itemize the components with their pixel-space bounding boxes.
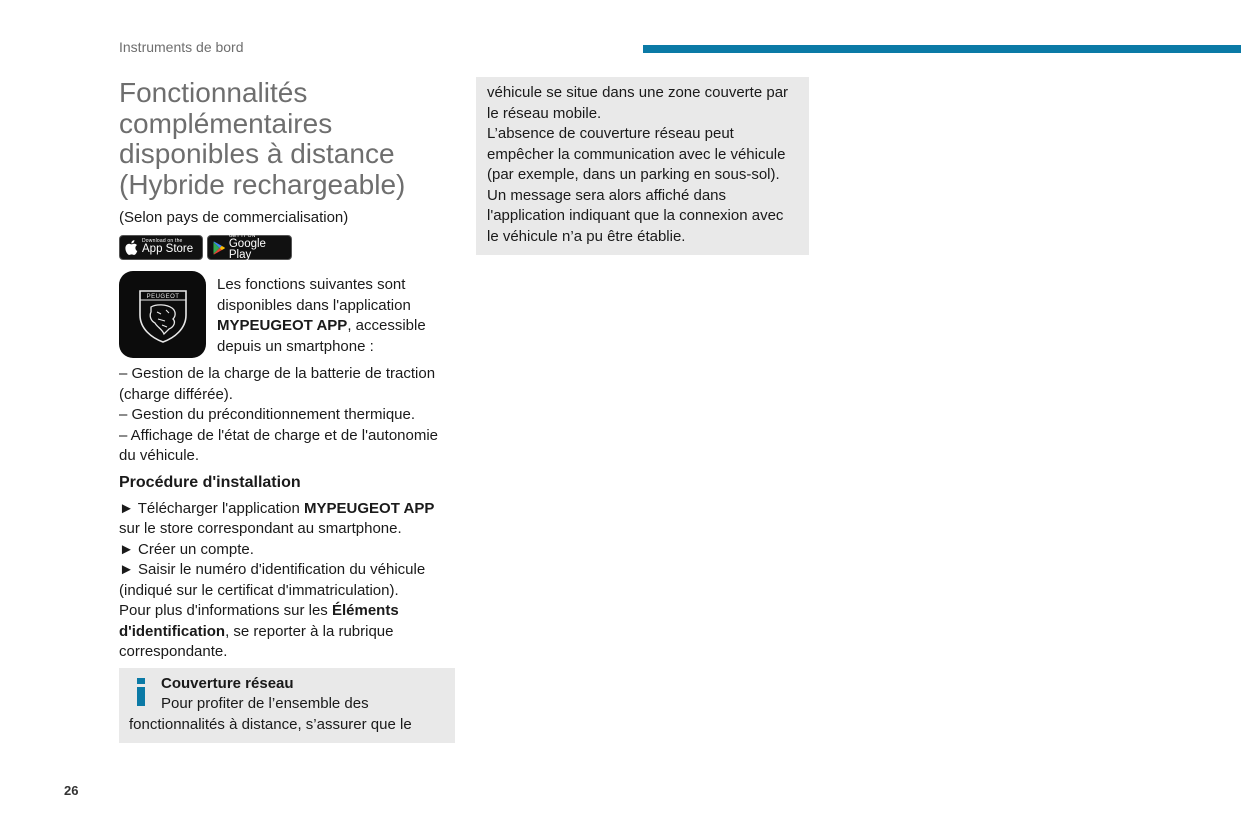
page-number: 26 xyxy=(64,783,79,798)
peugeot-lion-icon xyxy=(136,285,190,345)
note-continuation-text: véhicule se situe dans une zone couverte par le réseau mobile. xyxy=(487,84,789,122)
install-step-1: ► Télécharger l'application MYPEUGEOT APP sur le store correspondant au smartphone. xyxy=(119,499,435,537)
note-text: Pour profiter de l’ensemble des fonctionnalités à distance, s’assurer que le xyxy=(129,695,412,733)
page-title: Fonctionnalités complémentaires disponibles à distance (Hybride rechargeable) xyxy=(119,77,406,200)
intro-text: Les fonctions suivantes sont disponibles dans l'application MYPEUGEOT APP, accessible depuis un smartphone : xyxy=(217,276,426,355)
store-badges xyxy=(119,232,455,261)
list-item: – Gestion de la charge de la batterie de traction (charge différée). xyxy=(119,365,436,403)
peugeot-logo-text: PEUGEOT xyxy=(146,293,179,300)
list-item: – Gestion du préconditionnement thermique. xyxy=(119,406,416,423)
install-step-2: ► Créer un compte. xyxy=(119,540,254,558)
app-store-small-label: Download on the xyxy=(142,238,183,245)
note-title: Couverture réseau xyxy=(161,674,294,692)
subtitle: (Selon pays de commercialisation) xyxy=(119,209,349,226)
feature-list xyxy=(119,364,455,467)
section-label: Instruments de bord xyxy=(119,39,244,55)
mypeugeot-app-icon xyxy=(119,271,206,358)
google-play-small-label: GET IT ON xyxy=(228,232,256,239)
apple-icon xyxy=(125,240,138,255)
note-continuation xyxy=(476,77,809,255)
app-store-badge[interactable] xyxy=(119,235,203,260)
google-play-icon xyxy=(213,241,225,255)
install-step-3: ► Saisir le numéro d'identification du véhicule (indiqué sur le certificat d'immatriculation). xyxy=(119,561,426,599)
google-play-badge[interactable] xyxy=(207,232,292,261)
left-column xyxy=(119,78,455,743)
list-item: – Affichage de l'état de charge et de l'autonomie du véhicule. xyxy=(119,426,439,464)
header-accent-bar xyxy=(643,45,1241,53)
network-coverage-note xyxy=(119,668,455,744)
installation-heading: Procédure d'installation xyxy=(119,473,301,491)
note-continuation-text: L’absence de couverture réseau peut empêcher la communication avec le véhicule (par exemple, dans un parking en sous-sol). Un message sera alors affiché dans l'application indiquant que la connexion avec le véhicule n’a pu être établie. xyxy=(487,125,786,245)
info-icon xyxy=(136,678,146,706)
google-play-label: Google Play xyxy=(228,237,266,261)
app-store-label: App Store xyxy=(142,243,194,256)
more-info: Pour plus d'informations sur les Éléments d'identification, se reporter à la rubrique correspondante. xyxy=(119,602,399,660)
app-intro xyxy=(119,271,455,359)
